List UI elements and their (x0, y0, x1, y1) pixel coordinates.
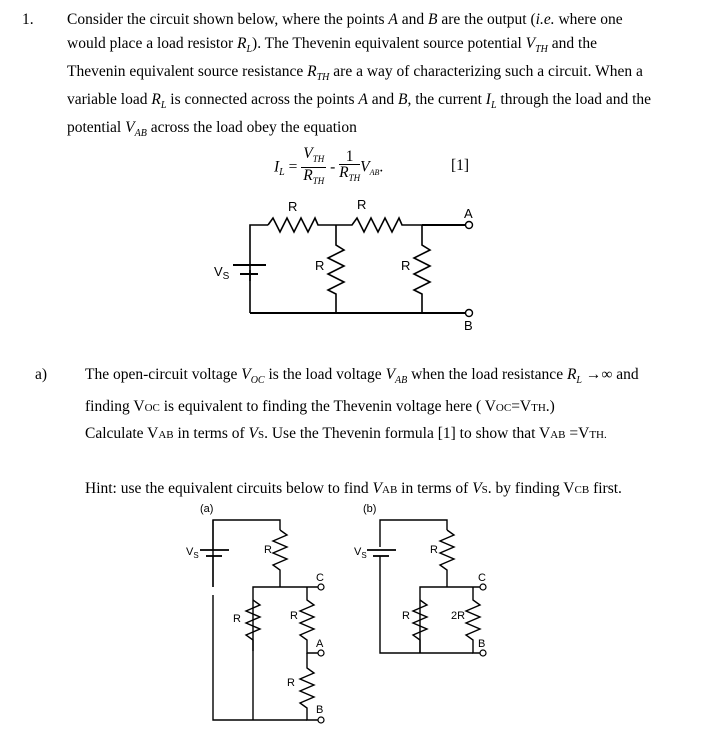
thevenin-equation: $I_L$ = $\frac{V_{TH}}{R_{TH}}$ - $\frac{1}{R_{TH}}$ $V_{AB}$. (274, 146, 383, 189)
circuit-a-resistor-label-1: R (264, 544, 272, 556)
part-a-line-1: The open-circuit voltage $V_{OC}$ is the load voltage $V_{AB}$ when the load resistance $R_L$ →∞ and (85, 366, 639, 386)
circuit-b-resistor-label-1: R (430, 544, 438, 556)
fraction-one-over-rth: $\frac{1}{R_{TH}}$ (339, 148, 361, 183)
terminal-b-label: B (464, 318, 473, 333)
circuit-a-resistor-label-3: R (290, 610, 298, 622)
circuit-b-terminal-b: B (478, 638, 486, 650)
intro-line-3: Thevenin equivalent source resistance $R_{TH}$ are a way of characterizing such a circuit. When a (67, 63, 643, 83)
main-resistor-label-2: R (357, 197, 367, 212)
circuit-b-source-label: $V_S$ (354, 546, 367, 560)
main-resistor-label-3: R (315, 258, 325, 273)
fraction-vth-over-rth: $\frac{V_{TH}}{R_{TH}}$ (303, 145, 325, 186)
part-a-line-2: finding VOC is equivalent to finding the Thevenin voltage here ( VOC=VTH.) (85, 398, 555, 415)
part-a-line-3: Calculate VAB in terms of VS. Use the Thevenin formula [1] to show that VAB =VTH. (85, 425, 607, 442)
terminal-a-label: A (464, 206, 473, 221)
intro-line-5: potential $V_{AB}$ across the load obey the equation (67, 119, 357, 139)
circuit-b-resistor-label-3: 2R (451, 610, 466, 622)
main-resistor-label-1: R (288, 199, 298, 214)
intro-line-4: variable load $R_L$ is connected across the points A and B, the current $I_L$ through the load and the (67, 91, 652, 111)
main-resistor-label-4: R (401, 258, 411, 273)
equation-label: [1] (451, 157, 470, 174)
hint-text: Hint: use the equivalent circuits below to find VAB in terms of VS. by finding VCB first. (85, 480, 622, 497)
circuit-a-terminal-b: B (316, 704, 324, 716)
part-a-label: a) (35, 366, 48, 383)
circuit-a-terminal-c: C (316, 572, 324, 584)
circuit-a-resistor-label-4: R (287, 677, 295, 689)
circuit-a-caption: (a) (200, 503, 214, 515)
intro-line-1: Consider the circuit shown below, where the points A and B are the output (i.e. where one (67, 11, 623, 28)
circuit-b-terminal-c: C (478, 572, 486, 584)
circuit-a-terminal-a: A (316, 638, 324, 650)
circuit-b-resistor-label-2: R (402, 610, 410, 622)
problem-number: 1. (22, 11, 34, 28)
intro-line-2: would place a load resistor $R_L$). The Thevenin equivalent source potential $V_{TH}$ and the (67, 35, 597, 55)
circuit-b-caption: (b) (363, 503, 377, 515)
main-source-label: $V_S$ (214, 264, 230, 282)
circuit-a-resistor-label-2: R (233, 613, 241, 625)
circuit-a-source-label: $V_S$ (186, 546, 199, 560)
